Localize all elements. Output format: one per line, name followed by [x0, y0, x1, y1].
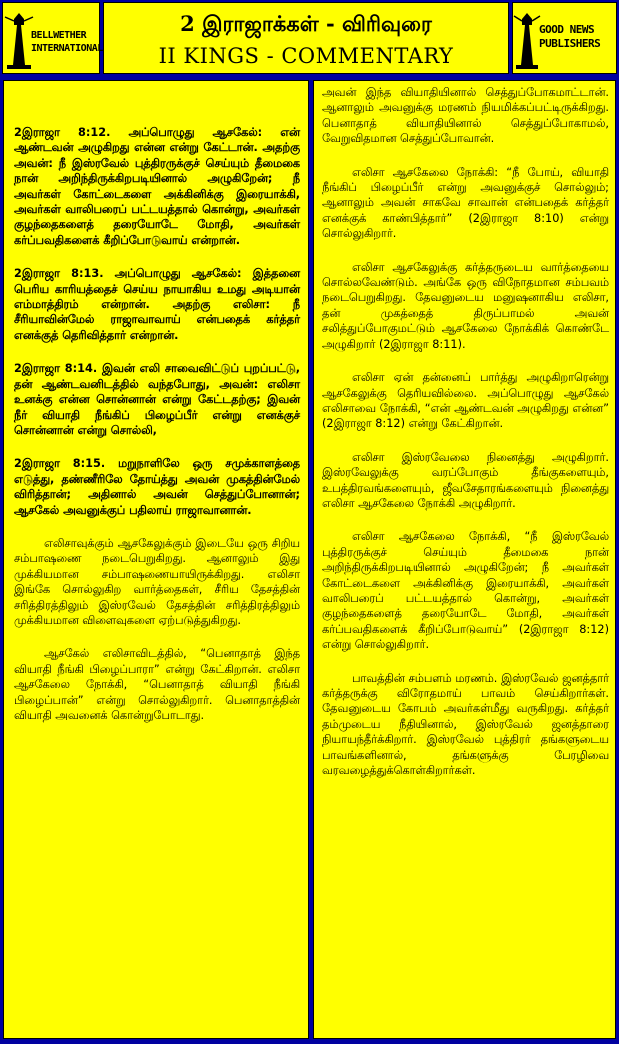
commentary-paragraph: எலிசாவுக்கும் ஆசகேலுக்கும் இடையே ஒரு சிறிய சம்பாஷணை நடைபெறுகிறது. ஆனாலும் இது முக்கியமான சம்பாஷணையாயிருக்கிறது. எலிசா இங்கே சொல்லுகிற வார்த்தைகள், சீரிய தேசத்தின் சரித்திரத்திலும் இஸ்ரவேல் தேசத்தின் சரித்திரத்திலும் முக்கியமான விளைவுகளை ஏற்படுத்துகிறது. — [14, 536, 300, 627]
title-banner — [103, 2, 509, 74]
commentary-paragraph: எலிசா ஏன் தன்னைப் பார்த்து அழுகிறாரென்று ஆசகேலுக்கு தெரியவில்லை. அப்பொழுது ஆசகேல் எலிசாவை நோக்கி, “என் ஆண்டவன் அழுகிறது என்ன” (2இராஜா 8:12) என்று கேட்கிறான். — [322, 371, 609, 431]
commentary-paragraph: பாவத்தின் சம்பளம் மரணம். இஸ்ரவேல் ஜனத்தார் கர்த்தருக்கு விரோதமாய் பாவம் செய்கிறார்கள். தேவனுடைய கோபம் அவர்கள்மீது வருகிறது. கர்த்தர் தம்முடைய நீதியினால், இஸ்ரவேல் ஜனத்தாரை நியாயந்தீர்க்கிறார். இஸ்ரவேல் புத்திரர் தங்களுடைய பாவங்களினால், தங்களுக்கு பேரழிவை வரவழைத்துக்கொள்கிறார்கள். — [322, 671, 609, 778]
verse-8-12: 2இராஜா 8:12. அப்பொழுது ஆசகேல்: என் ஆண்டவன் அழுகிறது என்ன என்று கேட்டான். அதற்கு அவன்: நீ இஸ்ரவேல் புத்திரருக்குச் செய்யும் தீமைகை நான் அறிந்திருக்கிறபடியினால் அழுகிறேன்; நீ அவர்கள் கோட்டைகளை அக்கினிக்கு இரையாக்கி, அவர்கள் வாலிபரைப் பட்டயத்தால் கொன்று, அவர்கள் குழந்தைகளைத் தரையோடே மோதி, அவர்கள் கர்ப்பவதிகளைக் கீறிப்போடுவாய் என்றான். — [14, 126, 300, 247]
verse-8-15: 2இராஜா 8:15. மறுநாளிலே ஒரு சமுக்காளத்தை எடுத்து, தண்ணீரிலே தோய்த்து அவன் முகத்தின்மேல் விரித்தான்; அதினால் அவன் செத்துப்போனான்; ஆசகேல் அவனுக்குப் பதிலாய் ராஜாவானான். — [14, 457, 300, 517]
commentary-paragraph: எலிசா ஆசகேலுக்கு கர்த்தருடைய வார்த்தையை சொல்லவேண்டும். அங்கே ஒரு விநோதமான சம்பவம் நடைபெறுகிறது. தேவனுடைய மனுஷனாகிய எலிசா, தன் முகத்தைத் திருப்பாமல் அவன் சலித்துப்போகுமட்டும் ஆசகேலை நோக்கிக் கொண்டே அழுகிறார் (2இராஜா 8:11). — [322, 260, 609, 351]
commentary-paragraph: எலிசா ஆசகேலை நோக்கி, “நீ இஸ்ரவேல் புத்திரருக்குச் செய்யும் தீமைகை நான் அறிந்திருக்கிறபடியினால் அழுகிறேன்; நீ அவர்கள் கோட்டைகளை அக்கினிக்கு இரையாக்கி, அவர்கள் வாலிபரைப் பட்டயத்தால் கொன்று, அவர்கள் குழந்தைகளைத் தரையோடே மோதி, அவர்கள் கர்ப்பவதிகளைக் கீறிப்போடுவாய்” (2இராஜா 8:12) என்று சொல்லுகிறார். — [322, 530, 609, 652]
publisher-logo-left — [2, 2, 103, 74]
commentary-paragraph: அவன் இந்த வியாதியினால் செத்துப்போகமாட்டான். ஆனாலும் அவனுக்கு மரணம் நியமிக்கப்பட்டிருக்கிறது. பெனாதாத் வியாதியினால் செத்துப்போகாமல், வேறுவிதமான செத்துப்போவான். — [322, 86, 609, 146]
verse-8-13: 2இராஜா 8:13. அப்பொழுது ஆசகேல்: இத்தனை பெரிய காரியத்தைச் செய்ய நாயாகிய உமது அடியான் எம்மாத்திரம் என்றான். அதற்கு எலிசா: நீ சீரியாவின்மேல் ராஜாவாவாய் என்பதைக் கர்த்தர் எனக்குத் தெரிவித்தார் என்றான். — [14, 267, 300, 342]
verse-8-14: 2இராஜா 8:14. இவன் எலி சாவைவிட்டுப் புறப்பட்டு, தன் ஆண்டவனிடத்தில் வந்தபோது, அவன்: எலிசா உனக்கு என்ன சொன்னான் என்று கேட்டதற்கு; இவன் நீர் வியாதி நீங்கிப் பிழைப்பீர் என்று எனக்குச் சொன்னான் என்று சொல்லி, — [14, 362, 300, 437]
logo-text-left: BELLWETHER INTERNATIONAL — [31, 30, 103, 54]
commentary-paragraph: எலிசா ஆசகேலை நோக்கி: “நீ போய், வியாதி நீங்கிப் பிழைப்பீர் என்று அவனுக்குச் சொல்லும்; ஆனாலும் அவன் சாகவே சாவான் என்பதைக் கர்த்தர் எனக்குக் காண்பித்தார்” (2இராஜா 8:10) என்று சொல்லுகிறார். — [322, 165, 609, 241]
publisher-logo-right — [512, 2, 617, 74]
commentary-paragraph: எலிசா இஸ்ரவேலை நினைத்து அழுகிறார். இஸ்ரவேலுக்கு வரப்போகும் தீங்குகளையும், உபத்திரவங்களையும், ஜீவசேதாரங்களையும் நினைத்து எலிசா ஆசகேலை நோக்கி அழுகிறார். — [322, 450, 609, 510]
page-title-tamil: 2 இராஜாக்கள் - விரிவுரை — [180, 11, 432, 36]
commentary-paragraph: ஆசகேல் எலிசாவிடத்தில், “பெனாதாத் இந்த வியாதி நீங்கி பிழைப்பாரா” என்று கேட்கிறான். எலிசா ஆசகேலை நோக்கி, “பெனாதாத் வியாதி நீங்கி பிழைப்பான்” என்று சொல்லுகிறார். பெனாதாத்தின் வியாதி அவனைக் கொன்றுபோடாது. — [14, 647, 300, 722]
left-column — [3, 80, 309, 1039]
page-title-english: II KINGS - COMMENTARY — [158, 44, 454, 68]
right-column — [313, 80, 616, 1039]
logo-text-right: GOOD NEWS PUBLISHERS — [539, 23, 601, 50]
